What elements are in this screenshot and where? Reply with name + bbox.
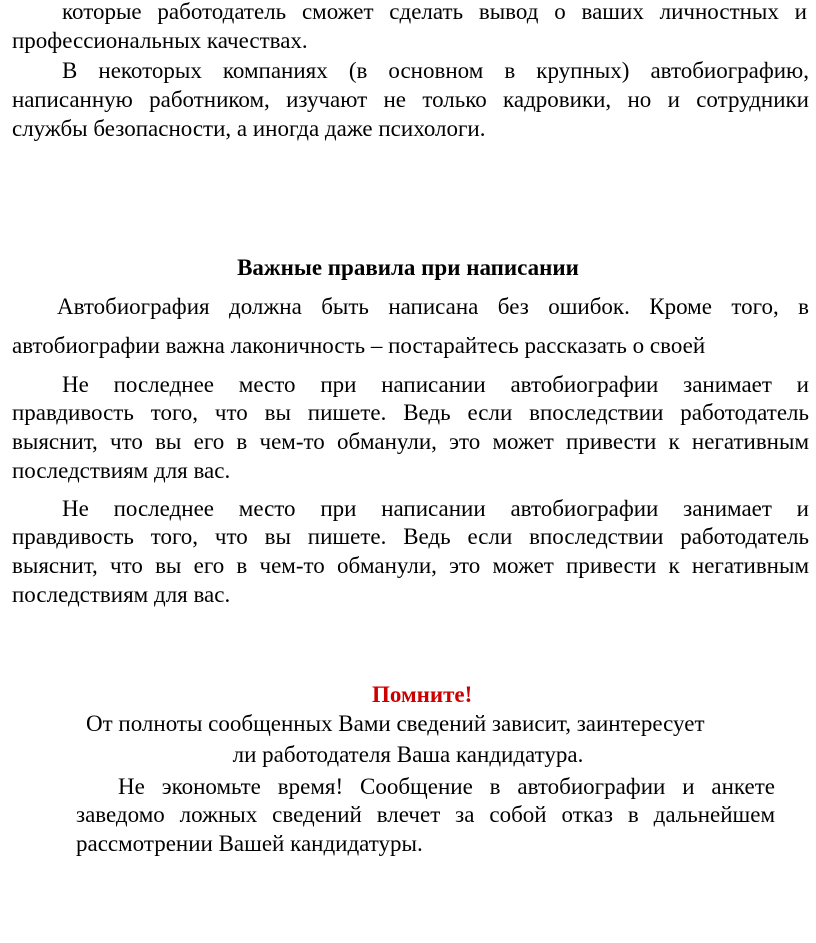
intro-line-1: которые работодатель сможет сделать вывод о ваших личностных и [62,0,807,24]
rules-paragraph-3-line-3: выяснит, что вы его в чем-то обманули, это может привести к негативным [12,553,809,578]
intro-paragraph-2-line-1: В некоторых компаниях (в основном в крупных) автобиографию, [62,58,809,83]
remember-paragraph-2-line-2: заведомо ложных сведений влечет за собой отказ в дальнейшем [76,802,775,827]
remember-paragraph-1-line-1: От полноты сообщенных Вами сведений зависит, заинтересует [86,711,705,736]
rules-paragraph-3-line-2: правдивость того, что вы пишете. Ведь если впоследствии работодатель [12,524,809,549]
rules-paragraph-1-line-2: автобиографии важна лаконичность – постарайтесь рассказать о своей [12,333,706,358]
rules-paragraph-2-line-2: правдивость того, что вы пишете. Ведь если впоследствии работодатель [12,400,809,425]
remember-title: Помните! [372,682,473,707]
rules-paragraph-2-line-4: последствиям для вас. [12,458,231,483]
rules-paragraph-3-line-1: Не последнее место при написании автобиографии занимает и [62,496,809,521]
rules-paragraph-2-line-1: Не последнее место при написании автобиографии занимает и [62,372,809,397]
section-heading: Важные правила при написании [237,255,579,280]
intro-paragraph-2-line-2: написанную работником, изучают не только кадровики, но и сотрудники [12,87,809,112]
remember-paragraph-2-line-3: рассмотрении Вашей кандидатуры. [76,831,423,856]
rules-paragraph-3-line-4: последствиям для вас. [12,582,231,607]
intro-paragraph-2-line-3: службы безопасности, а иногда даже психологи. [12,116,486,141]
remember-paragraph-1-line-2: ли работодателя Ваша кандидатура. [232,742,584,767]
remember-paragraph-2-line-1: Не экономьте время! Сообщение в автобиографии и анкете [118,774,775,799]
intro-line-2: профессиональных качествах. [12,28,308,53]
rules-paragraph-1-line-1: Автобиография должна быть написана без ошибок. Кроме того, в [57,294,809,319]
rules-paragraph-2-line-3: выяснит, что вы его в чем-то обманули, это может привести к негативным [12,429,809,454]
